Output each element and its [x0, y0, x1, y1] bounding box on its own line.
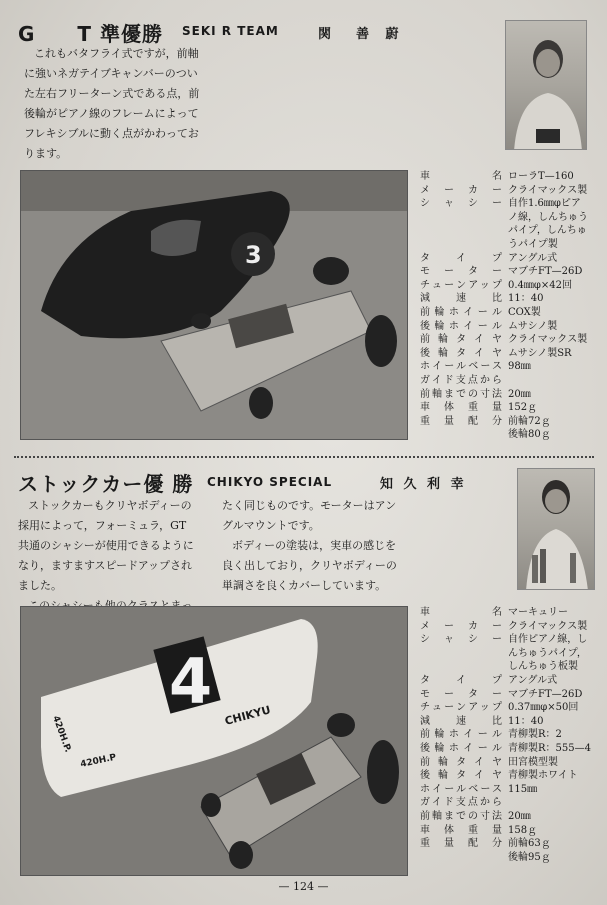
spec-row: 車 体 重 量 152ｇ [420, 402, 538, 414]
stock-desc-line: 良く出しており，クリヤボディーの [222, 559, 397, 572]
gt-desc-line: ります。 [24, 147, 68, 160]
gt-description [24, 44, 324, 164]
person-silhouette-icon [518, 469, 595, 590]
spec-row: 車 名 ローラT—160 [420, 171, 574, 182]
stock-spec-table [420, 606, 605, 864]
spec-row: うパイプ製 [508, 238, 558, 250]
spec-row: 重 量 配 分 前輪72ｇ [420, 415, 551, 427]
gt-driver-portrait [505, 20, 587, 150]
spec-row: ホイールベース 115㎜ [420, 783, 538, 795]
gt-desc-line: これもバタフライ式ですが，前軸 [34, 47, 199, 60]
spec-row: 減 速 比 11：40 [420, 293, 544, 305]
gt-team-name: SEKI R TEAM [182, 24, 279, 38]
stock-car-mark: 420H.P [79, 752, 118, 770]
spec-row: パイプ，しんちゅ [508, 225, 587, 237]
stock-desc-line: グルマウントです。 [222, 519, 320, 532]
spec-row: 減 速 比 11：40 [420, 715, 544, 727]
stock-driver-name: 知 久 利 幸 [380, 477, 467, 492]
section-divider [14, 456, 594, 458]
spec-row: モ ー タ ー マブチFT—26D [420, 688, 583, 700]
person-silhouette-icon [506, 21, 587, 150]
spec-row: 前輪タイヤ クライマックス製 [420, 334, 588, 346]
gt-desc-line: 後輪がピアノ線のフレームによって [24, 107, 199, 120]
spec-row: メ ー カ ー クライマックス製 [420, 620, 588, 632]
spec-row: シ ャ シ ー 自作ピアノ線，し [420, 634, 588, 646]
car-photo-illustration [21, 607, 408, 876]
spec-row: 前輪ホイール 青柳製R：2 [420, 729, 562, 741]
spec-row: チューンアップ 0.4㎜φ×42回 [420, 279, 573, 291]
page-number: — 124 — [278, 880, 329, 893]
stock-desc-line: なり，ますますスピードアップされ [18, 559, 193, 572]
spec-row: 後輪ホイール 青柳製R：555—4 [420, 742, 591, 754]
stock-car-mark: 420H.P. [50, 714, 73, 754]
spec-row: タ イ プ アングル式 [420, 674, 558, 686]
gt-desc-line: た左右フリーターン式である点，前 [24, 87, 200, 100]
spec-row: ホイールベース 98㎜ [420, 361, 531, 373]
spec-row: 後輪80ｇ [508, 429, 551, 441]
spec-row: シ ャ シ ー 自作1.6㎜φピア [420, 198, 581, 210]
spec-row: んちゅうパイプ， [508, 647, 587, 659]
gt-car-number: 3 [245, 241, 262, 269]
spec-row: ガイド支点から [420, 797, 502, 809]
spec-row: タ イ プ アングル式 [420, 252, 558, 264]
spec-row: 重 量 配 分 前輪63ｇ [420, 838, 551, 850]
spec-row: 後輪タイヤ ムサシノ製SR [420, 347, 572, 359]
spec-row: メ ー カ ー クライマックス製 [420, 184, 588, 196]
stock-desc-line: たく同じものです。モーターはアン [222, 499, 397, 512]
stock-desc-line: ボディーの塗装は，実車の感じを [232, 539, 397, 552]
spec-row: 前軸までの寸法 20㎜ [420, 810, 531, 822]
spec-row: チューンアップ 0.37㎜φ×50回 [420, 702, 579, 714]
spec-row: 車 体 重 量 158ｇ [420, 824, 538, 836]
stock-title: ストックカー優 勝 [18, 472, 194, 496]
spec-row: 前軸までの寸法 20㎜ [420, 388, 531, 400]
spec-row: 後輪タイヤ 青柳製ホワイト [420, 770, 578, 782]
gt-driver-name: 関 善 蔚 [318, 27, 405, 42]
gt-car-photo [20, 170, 408, 440]
car-photo-illustration [21, 171, 408, 440]
spec-row: 車 名 マーキュリー [420, 607, 568, 618]
gt-desc-line: フレキシブルに動く点がかわってお [24, 127, 199, 140]
stock-desc-line: ストックカーもクリヤボディーの [28, 499, 192, 512]
spec-row: 前輪ホイール COX製 [420, 306, 541, 318]
spec-row: ガイド支点から [420, 374, 502, 386]
stock-desc-line: 共通のシャシーが使用できるように [18, 539, 194, 552]
spec-row: 後輪ホイール ムサシノ製 [420, 320, 558, 332]
stock-desc-line: ました。 [18, 579, 62, 592]
spec-row: モ ー タ ー マブチFT—26D [420, 266, 583, 278]
gt-desc-line: に強いネガテイブキャンバーのつい [24, 67, 198, 80]
stock-team-name: CHIKYO SPECIAL [207, 475, 333, 489]
stock-car-photo [20, 606, 408, 876]
spec-row: 後輪95ｇ [508, 851, 551, 863]
stock-desc-line: 採用によって，フォーミュラ，GT [18, 519, 187, 532]
stock-description-right [222, 496, 422, 596]
stock-description-left [18, 496, 218, 616]
gt-spec-table [420, 170, 605, 442]
stock-car-number: 4 [169, 645, 213, 718]
stock-driver-portrait [517, 468, 595, 590]
spec-row: しんちゅう板製 [508, 661, 578, 673]
gt-title: G T 準優勝 [18, 22, 164, 46]
spec-row: ノ線，しんちゅう [508, 211, 588, 223]
spec-row: 前輪タイヤ 田宮模型製 [420, 756, 558, 768]
stock-desc-line: 単調さを良くカバーしています。 [222, 579, 387, 592]
stock-car-mark: CHIKYU [223, 703, 272, 728]
